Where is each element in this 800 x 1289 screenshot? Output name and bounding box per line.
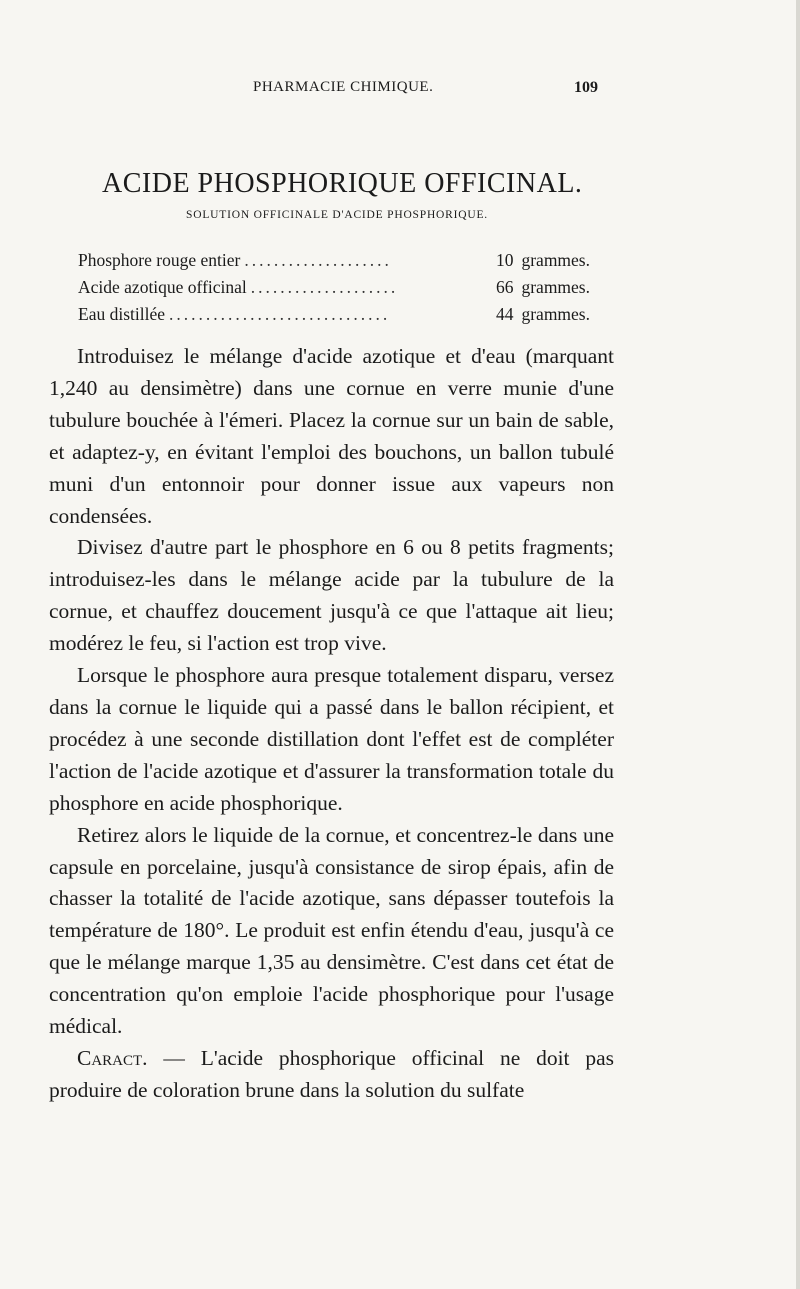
page-header xyxy=(253,79,598,101)
ingredient-name: Acide azotique officinal xyxy=(78,277,247,297)
ingredient-unit: grammes. xyxy=(521,250,590,270)
recipe-table xyxy=(78,250,590,331)
ingredient-quantity: 44 xyxy=(495,304,514,324)
caract-label: Caract. xyxy=(77,1045,148,1070)
leader-dots: .............................. xyxy=(169,304,391,324)
ingredient-name: Phosphore rouge entier xyxy=(78,250,241,270)
ingredient-unit: grammes. xyxy=(521,277,590,297)
recipe-row xyxy=(78,277,590,304)
paragraph-fragments: Divisez d'autre part le phosphore en 6 ou 8 petits fragments; introduisez-les dans le mélange acide par la tubulure de la cornue, et chauffez doucement jusqu'à ce que l'attaque ait lieu; modérez le feu, si l'action est trop vive. xyxy=(49,535,614,656)
body-text xyxy=(49,341,614,1107)
recipe-row xyxy=(78,304,590,331)
paragraph-preparation: Introduisez le mélange d'acide azotique et d'eau (marquant 1,240 au densimètre) dans une cornue en verre munie d'une tubulure bouchée à l'émeri. Placez la cornue sur un bain de sable, et adaptez-y, en évitant l'emploi des bouchons, un ballon tubulé muni d'un entonnoir pour donner issue aux vapeurs non condensées. xyxy=(49,344,614,528)
recipe-row xyxy=(78,250,590,277)
paragraph-caract xyxy=(49,1043,614,1107)
running-head: PHARMACIE CHIMIQUE. xyxy=(253,79,434,95)
section-subtitle: SOLUTION OFFICINALE D'ACIDE PHOSPHORIQUE. xyxy=(186,209,488,221)
caract-text: — L'acide phosphorique officinal ne doit pas produire de coloration brune dans la solution du sulfate xyxy=(49,1045,614,1102)
paragraph-concentration: Retirez alors le liquide de la cornue, et concentrez-le dans une capsule en porcelaine, jusqu'à consistance de sirop épais, afin de chasser la totalité de l'acide azotique, sans dépasser toutefois la température de 180°. Le produit est enfin étendu d'eau, jusqu'à ce que le mélange marque 1,35 au densimètre. C'est dans cet état de concentration qu'on emploie l'acide phosphorique pour l'usage médical. xyxy=(49,822,614,1039)
ingredient-quantity: 10 xyxy=(495,250,514,270)
ingredient-unit: grammes. xyxy=(521,304,590,324)
leader-dots: .................... xyxy=(250,277,399,297)
ingredient-name: Eau distillée xyxy=(78,304,165,324)
paragraph-distillation: Lorsque le phosphore aura presque totalement disparu, versez dans la cornue le liquide qui a passé dans le ballon récipient, et procédez à une seconde distillation dont l'effet est de compléter l'action de l'acide azotique et d'assurer la transformation totale du phosphore en acide phosphorique. xyxy=(49,663,614,815)
page-edge xyxy=(796,0,800,1289)
section-title: ACIDE PHOSPHORIQUE OFFICINAL. xyxy=(102,168,583,199)
leader-dots: .................... xyxy=(244,250,392,270)
ingredient-quantity: 66 xyxy=(495,277,514,297)
page-number: 109 xyxy=(574,79,598,96)
